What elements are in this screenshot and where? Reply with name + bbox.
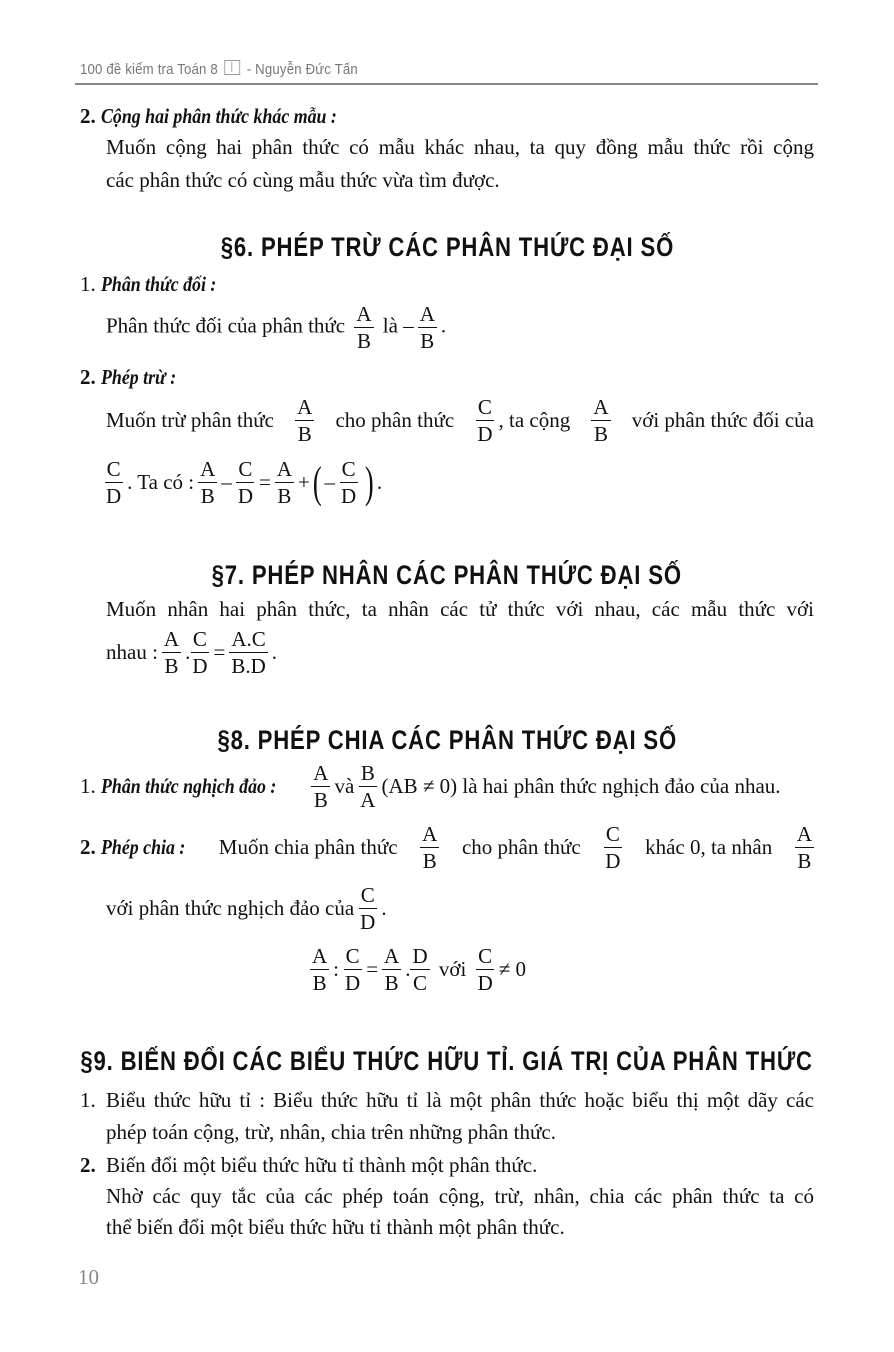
denominator: A [360,788,376,813]
section-6-heading-text: §6. PHÉP TRỪ CÁC PHÂN THỨC ĐẠI SỐ [220,232,674,262]
denominator: B [164,654,179,679]
text: Muốn chia phân thức [218,835,398,860]
denominator: D [192,654,208,679]
denominator: B [356,329,371,354]
fraction-c-over-d [104,458,123,507]
denominator: B [277,484,292,509]
section-8-heading [0,725,894,756]
equals-sign: = [258,470,271,495]
numerator: C [476,945,494,970]
fraction-c-over-d [236,458,255,507]
s6-item-1-title [80,274,237,295]
numerator: A [198,458,217,483]
s8-item-2-line-2 [106,884,387,933]
numerator: A [275,458,294,483]
numerator: C [105,458,123,483]
numerator: A [311,762,330,787]
numerator: C [344,945,362,970]
text: . [440,313,447,338]
text: và [334,774,355,799]
denominator: D [106,484,122,509]
header-separator: - [246,61,252,78]
numerator: C [604,823,622,848]
book-icon [224,60,240,75]
text: Muốn trừ phân thức [106,408,274,433]
item-number: 2. [80,104,96,128]
item-title: Cộng hai phân thức khác mẫu : [101,104,337,128]
numerator: A [295,396,314,421]
item-title: Phép trừ : [101,365,177,389]
section-7-heading [0,560,894,591]
numerator: C [191,628,209,653]
colon: : [333,957,340,982]
text: , ta cộng [498,408,571,433]
dot: . [405,957,411,982]
text: cho phân thức [461,835,581,860]
left-paren: ( [312,457,322,507]
fraction-a-over-b [295,396,314,445]
denominator: D [345,971,361,996]
header-divider [75,83,818,85]
denominator: D [237,484,253,509]
s9-item-2-line-1: Biến đổi một biểu thức hữu tỉ thành một phân thức. [106,1153,538,1177]
text: nhau : [106,640,158,665]
fraction-a-over-b [382,945,401,994]
fraction-a-over-b [311,762,330,811]
numerator: A [420,823,439,848]
fraction-c-over-d [190,628,209,677]
right-paren: ) [365,457,374,507]
item-number: 2. [80,835,96,860]
intro-item-2-title [80,106,378,127]
book-title: 100 đề kiểm tra Toán 8 [80,61,218,78]
item-number: 2. [80,365,96,389]
s6-item-2-title [80,367,189,388]
s7-formula [106,628,277,677]
equals-sign: = [366,957,379,982]
s9-item-1-line-1: Biểu thức hữu tỉ : Biểu thức hữu tỉ là một phân thức hoặc biểu thị một dãy các [106,1088,814,1112]
intro-text-line-2: các phân thức có cùng mẫu thức vừa tìm được. [106,168,500,192]
denominator: B [313,788,328,813]
denominator: B [312,971,327,996]
numerator: A [795,823,814,848]
item-title: Phân thức đối : [101,272,217,296]
section-6-heading [0,232,894,263]
text: . Ta có : [127,470,195,495]
section-9-heading [0,1046,894,1077]
denominator: D [477,971,493,996]
author-name: Nguyễn Đức Tấn [255,61,358,78]
fraction-c-over-d [603,823,622,872]
denominator: D [605,849,621,874]
fraction-c-over-d [475,396,494,445]
fraction-c-over-d [339,458,358,507]
fraction-a-over-b [275,458,294,507]
dot: . [185,640,191,665]
text: . [271,640,278,665]
numerator: A [382,945,401,970]
text: (AB ≠ 0) là hai phân thức nghịch đảo của nhau. [381,774,781,799]
denominator: D [360,910,376,935]
s9-item-2-num: 2. [80,1153,96,1177]
fraction-c-over-d [476,945,495,994]
running-header [80,60,358,78]
numerator: A [310,945,329,970]
fraction-a-over-b [795,823,814,872]
numerator: A [591,396,610,421]
denominator: B [297,422,312,447]
item-title: Phép chia : [101,835,186,860]
denominator: B.D [231,654,266,679]
numerator: A [162,628,181,653]
equals-sign: = [213,640,226,665]
numerator: A [354,303,373,328]
s9-item-1-num: 1. [80,1088,96,1112]
fraction-a-over-b [162,628,181,677]
fraction-a-over-b [198,458,217,507]
denominator: B [797,849,812,874]
intro-text-line-1: Muốn cộng hai phân thức có mẫu khác nhau, ta quy đồng mẫu thức rồi cộng [106,135,814,159]
item-title: Phân thức nghịch đảo : [101,774,277,799]
text: khác 0, ta nhân [645,835,773,860]
s7-text-line-1: Muốn nhân hai phân thức, ta nhân các tử thức với nhau, các mẫu thức với [106,597,814,621]
s6-item-2-formula [104,458,382,507]
s8-division-formula [306,945,526,994]
s9-item-1-line-2: phép toán cộng, trừ, nhân, chia trên những phân thức. [106,1120,556,1144]
denominator: C [413,971,428,996]
text: với phân thức nghịch đảo của [106,896,355,921]
fraction-a-over-b [354,303,373,352]
numerator: A.C [229,628,267,653]
fraction-d-over-c [410,945,429,994]
numerator: C [476,396,494,421]
denominator: B [593,422,608,447]
not-equal-zero: ≠ 0 [498,957,527,982]
page-number: 10 [78,1265,99,1289]
item-number: 1. [80,774,96,799]
numerator: A [418,303,437,328]
text: với phân thức đối của [631,408,814,433]
denominator: B [200,484,215,509]
numerator: C [236,458,254,483]
fraction-c-over-d [358,884,377,933]
denominator: B [384,971,399,996]
fraction-c-over-d [343,945,362,994]
minus-sign: – [221,470,232,495]
text: cho phân thức [335,408,455,433]
text: . [381,896,387,921]
s6-item-1-text [106,303,446,352]
s8-item-1 [80,762,781,811]
minus-sign: – [324,470,335,495]
section-9-heading-text: §9. BIẾN ĐỔI CÁC BIỂU THỨC HỮU TỈ. GIÁ TRỊ CỦA PHÂN THỨC [80,1046,814,1076]
s8-item-2-line-1 [80,823,814,872]
fraction-a-over-b [310,945,329,994]
numerator: B [359,762,377,787]
item-number: 1. [80,272,96,296]
s9-item-2-line-2: Nhờ các quy tắc của các phép toán cộng, trừ, nhân, chia các phân thức ta có [106,1184,814,1208]
numerator: C [340,458,358,483]
denominator: B [420,329,435,354]
denominator: B [422,849,437,874]
text: là – [382,313,414,338]
denominator: D [341,484,357,509]
numerator: D [410,945,429,970]
fraction-a-over-b [591,396,610,445]
section-8-heading-text: §8. PHÉP CHIA CÁC PHÂN THỨC ĐẠI SỐ [217,725,677,755]
denominator: D [477,422,493,447]
fraction-a-over-b [420,823,439,872]
fraction-product [229,628,267,677]
plus-sign: + [298,470,310,495]
fraction-a-over-b [418,303,437,352]
fraction-b-over-a [358,762,377,811]
text: . [376,470,383,495]
s9-item-2-line-3: thể biến đổi một biểu thức hữu tỉ thành một phân thức. [106,1215,565,1239]
section-7-heading-text: §7. PHÉP NHÂN CÁC PHÂN THỨC ĐẠI SỐ [211,560,683,590]
numerator: C [359,884,377,909]
text: với [438,957,467,982]
s6-item-2-line-1 [106,396,814,445]
text: Phân thức đối của phân thức [106,313,346,338]
